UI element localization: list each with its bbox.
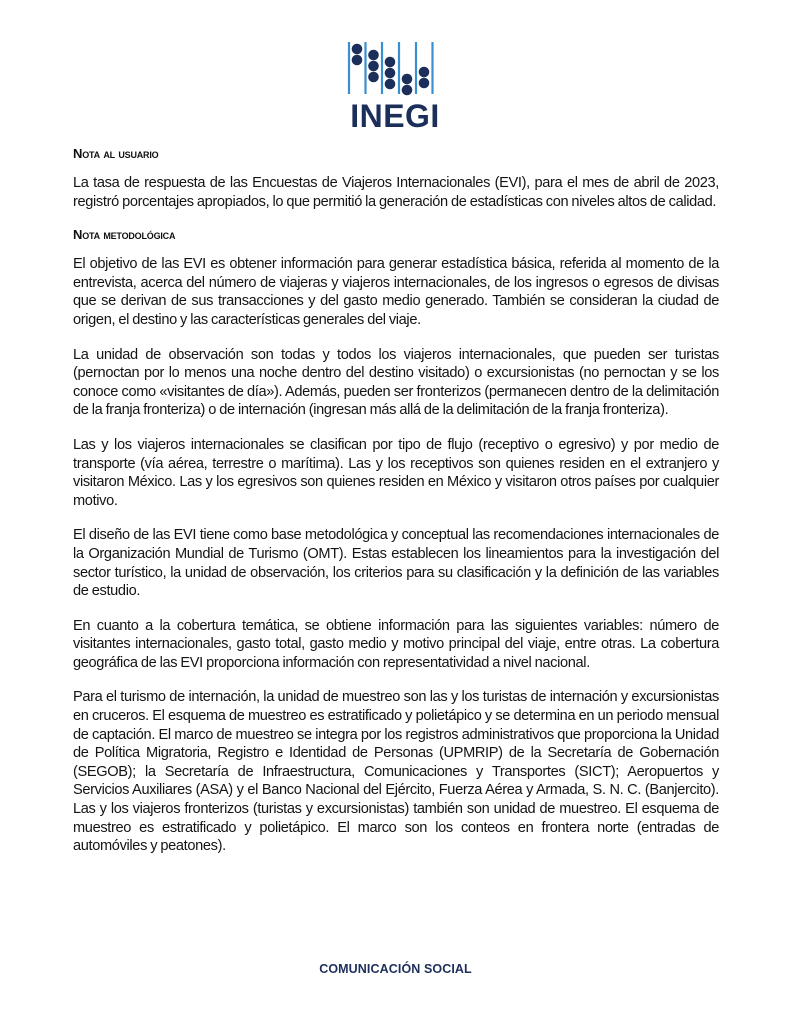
inegi-logo	[340, 38, 450, 133]
paragraph: El diseño de las EVI tiene como base metodológica y conceptual las recomendaciones internacionales de la Organización Mundial de Turismo (OMT). Estas establecen los lineamientos para la investigación del sector turístico, la unidad de observación, los criterios para su clasificación y la definición de las variables de estudio.	[73, 527, 719, 600]
inegi-logo-icon	[340, 38, 450, 133]
document-body	[73, 146, 719, 872]
section-heading: Nota metodológica	[73, 227, 176, 243]
paragraph: El objetivo de las EVI es obtener información para generar estadística básica, referida al momento de la entrevista, acerca del número de viajeras y viajeros internacionales, de los ingresos o egresos de divisas que se derivan de sus transacciones y del gasto medio generado. También se consideran la ciudad de origen, el destino y las características generales del viaje.	[73, 256, 719, 328]
paragraph: En cuanto a la cobertura temática, se obtiene información para las siguientes variables: número de visitantes internacionales, gasto total, gasto medio y motivo principal del viaje, entre otras. La cobertura geográfica de las EVI proporciona información con representatividad a nivel nacional.	[73, 617, 719, 671]
section-heading: Nota al usuario	[73, 146, 159, 161]
footer-label: COMUNICACIÓN SOCIAL	[319, 962, 472, 976]
paragraph: La unidad de observación son todas y todos los viajeros internacionales, que pueden ser turistas (pernoctan por lo menos una noche dentro del destino visitado) o excursionistas (no pernoctan y se los conoce como «visitantes de día»). Además, pueden ser fronterizos (permanecen dentro de la delimitación de la franja fronteriza) o de internación (ingresan más allá de la delimitación de la franja fronteriza).	[73, 346, 719, 419]
logo-wordmark: INEGI	[350, 98, 440, 133]
paragraph: Las y los viajeros internacionales se clasifican por tipo de flujo (receptivo o egresivo) y por medio de transporte (vía aérea, terrestre o marítima). Las y los receptivos son quienes residen en el extranjero y visitaron México. Las y los egresivos son quienes residen en México y visitaron otros países por cualquier motivo.	[73, 436, 719, 509]
paragraph: Para el turismo de internación, la unidad de muestreo son las y los turistas de internación y excursionistas en cruceros. El esquema de muestreo es estratificado y polietápico y se determina en un periodo mensual de captación. El marco de muestreo se integra por los registros administrativos que proporciona la Unidad de Política Migratoria, Registro e Identidad de Personas (UPMRIP) de la Secretaría de Gobernación (SEGOB); la Secretaría de Infraestructura, Comunicaciones y Transportes (SICT); Aeropuertos y Servicios Auxiliares (ASA) y el Banco Nacional del Ejército, Fuerza Aérea y Armada, S. N. C. (Banjercito). Las y los viajeros fronterizos (turistas y excursionistas) también son unidad de muestreo. El esquema de muestreo es estratificado y polietápico. El marco son los conteos en frontera norte (entradas de automóviles y peatones).	[73, 689, 719, 855]
section-nota-usuario	[73, 146, 719, 211]
section-nota-metodologica	[73, 227, 719, 856]
paragraph: La tasa de respuesta de las Encuestas de Viajeros Internacionales (EVI), para el mes de abril de 2023, registró porcentajes apropiados, lo que permitió la generación de estadísticas con niveles altos de calidad.	[73, 175, 719, 210]
